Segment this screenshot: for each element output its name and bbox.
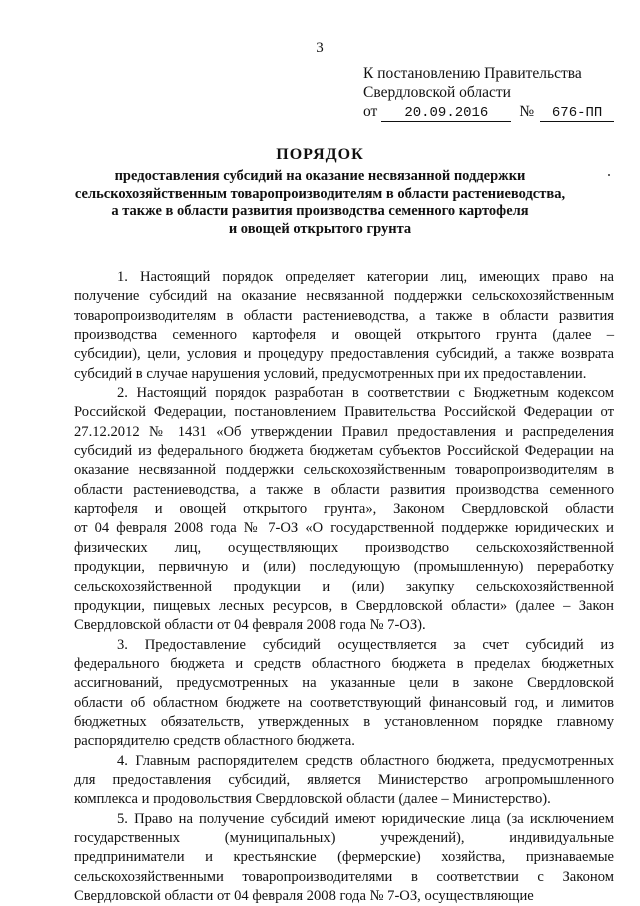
from-label: от — [363, 103, 378, 120]
text-line: Свердловской области от 04 февраля 2008 года № 7-ОЗ). — [74, 617, 426, 634]
text-line: продукции, первичную и (или) последующую (промышленную) переработку — [74, 559, 614, 576]
number-label: № — [519, 103, 535, 120]
text-line: физических лиц, осуществляющих производство сельскохозяйственной — [74, 539, 614, 556]
paragraph-3 — [74, 636, 614, 752]
annex-block — [363, 64, 633, 122]
page-number: 3 — [316, 40, 324, 56]
subtitle-line: предоставления субсидий на оказание несвязанной поддержки — [114, 168, 526, 184]
text-line: субсидии), цели, условия и процедуру предоставления субсидий, а также возврата — [74, 346, 614, 363]
annex-line-2: Свердловской области — [363, 84, 511, 101]
paragraph-5 — [74, 810, 614, 906]
text-line: Свердловской области от 04 февраля 2008 года № 7-ОЗ, осуществляющие — [74, 888, 534, 904]
document-subtitle — [70, 168, 570, 238]
text-line: области растениеводства, а также в области развития производства семенного — [74, 481, 614, 498]
text-line: картофеля и овощей открытого грунта», Законом Свердловской области — [74, 501, 614, 518]
text-line: субсидий в случае нарушения условий, предусмотренных при их предоставлении. — [74, 365, 587, 382]
text-line: производства семенного картофеля и овощей открытого грунта (далее – — [74, 327, 614, 344]
text-line: товаропроизводителям в области растениеводства, а также в области развития — [74, 307, 614, 324]
text-line: 27.12.2012 № 1431 «Об утверждении Правил предоставления и распределения — [74, 423, 614, 440]
text-line: 4. Главным распорядителем средств областного бюджета, предусмотренных — [117, 752, 614, 769]
text-line: распорядителю средств областного бюджета. — [74, 733, 355, 750]
text-line: бюджетных обязательств, утвержденных в установленном порядке главному — [74, 713, 614, 730]
text-line: 3. Предоставление субсидий осуществляется за счет субсидий из — [117, 636, 614, 653]
annex-line-1: К постановлению Правительства — [363, 65, 582, 82]
text-line: от 04 февраля 2008 года № 7-ОЗ «О государственной поддержке юридических и — [74, 520, 614, 537]
text-line: оказание несвязанной поддержки сельскохозяйственным товаропроизводителям в — [74, 462, 614, 479]
annex-date-line — [363, 102, 633, 122]
subtitle-line: сельскохозяйственным товаропроизводителям в области растениеводства, — [74, 185, 566, 202]
document-title: ПОРЯДОК — [276, 146, 364, 163]
text-line: сельскохозяйственной продукции и (или) закупку сельскохозяйственной — [74, 578, 614, 595]
paragraph-1 — [74, 268, 614, 384]
text-line: комплекса и продовольствия Свердловской области (далее – Министерство). — [74, 791, 551, 808]
subtitle-line: и овощей открытого грунта — [228, 220, 412, 237]
text-line: для предоставления субсидий, является Министерство агропромышленного — [74, 771, 614, 788]
text-line: федерального бюджета и средств областного бюджета в пределах бюджетных — [74, 655, 614, 672]
text-line: сельскохозяйственными товаропроизводителями в соответствии с Законом — [74, 868, 614, 885]
text-line: 2. Настоящий порядок разработан в соответствии с Бюджетным кодексом — [117, 385, 614, 402]
paragraph-4 — [74, 752, 614, 810]
document-body — [74, 268, 614, 906]
text-line: государственных (муниципальных) учреждений), индивидуальные — [74, 829, 614, 846]
resolution-number: 676-ПП — [540, 106, 614, 122]
text-line: субсидий из федерального бюджета бюджетам субъектов Российской Федерации на — [74, 443, 614, 460]
paragraph-2 — [74, 384, 614, 635]
text-line: ассигнований, предусмотренных на указанные цели в законе Свердловской — [74, 675, 614, 692]
text-line: 5. Право на получение субсидий имеют юридические лица (за исключением — [117, 810, 614, 827]
text-line: 1. Настоящий порядок определяет категории лиц, имеющих право на — [117, 269, 614, 285]
text-line: продукции, пищевых лесных ресурсов, в Свердловской области» (далее – Закон — [74, 597, 614, 614]
text-line: предприниматели и крестьянские (фермерские) хозяйства, признаваемые — [74, 849, 614, 866]
resolution-date: 20.09.2016 — [381, 106, 511, 122]
scan-speck — [608, 174, 610, 176]
text-line: области об областном бюджете на соответствующий финансовый год, и лимитов — [74, 694, 614, 711]
text-line: получение субсидий на оказание несвязанной поддержки сельскохозяйственным — [74, 288, 614, 305]
subtitle-line: а также в области развития производства семенного картофеля — [111, 203, 529, 219]
text-line: Российской Федерации, постановлением Правительства Российской Федерации от — [74, 404, 614, 421]
